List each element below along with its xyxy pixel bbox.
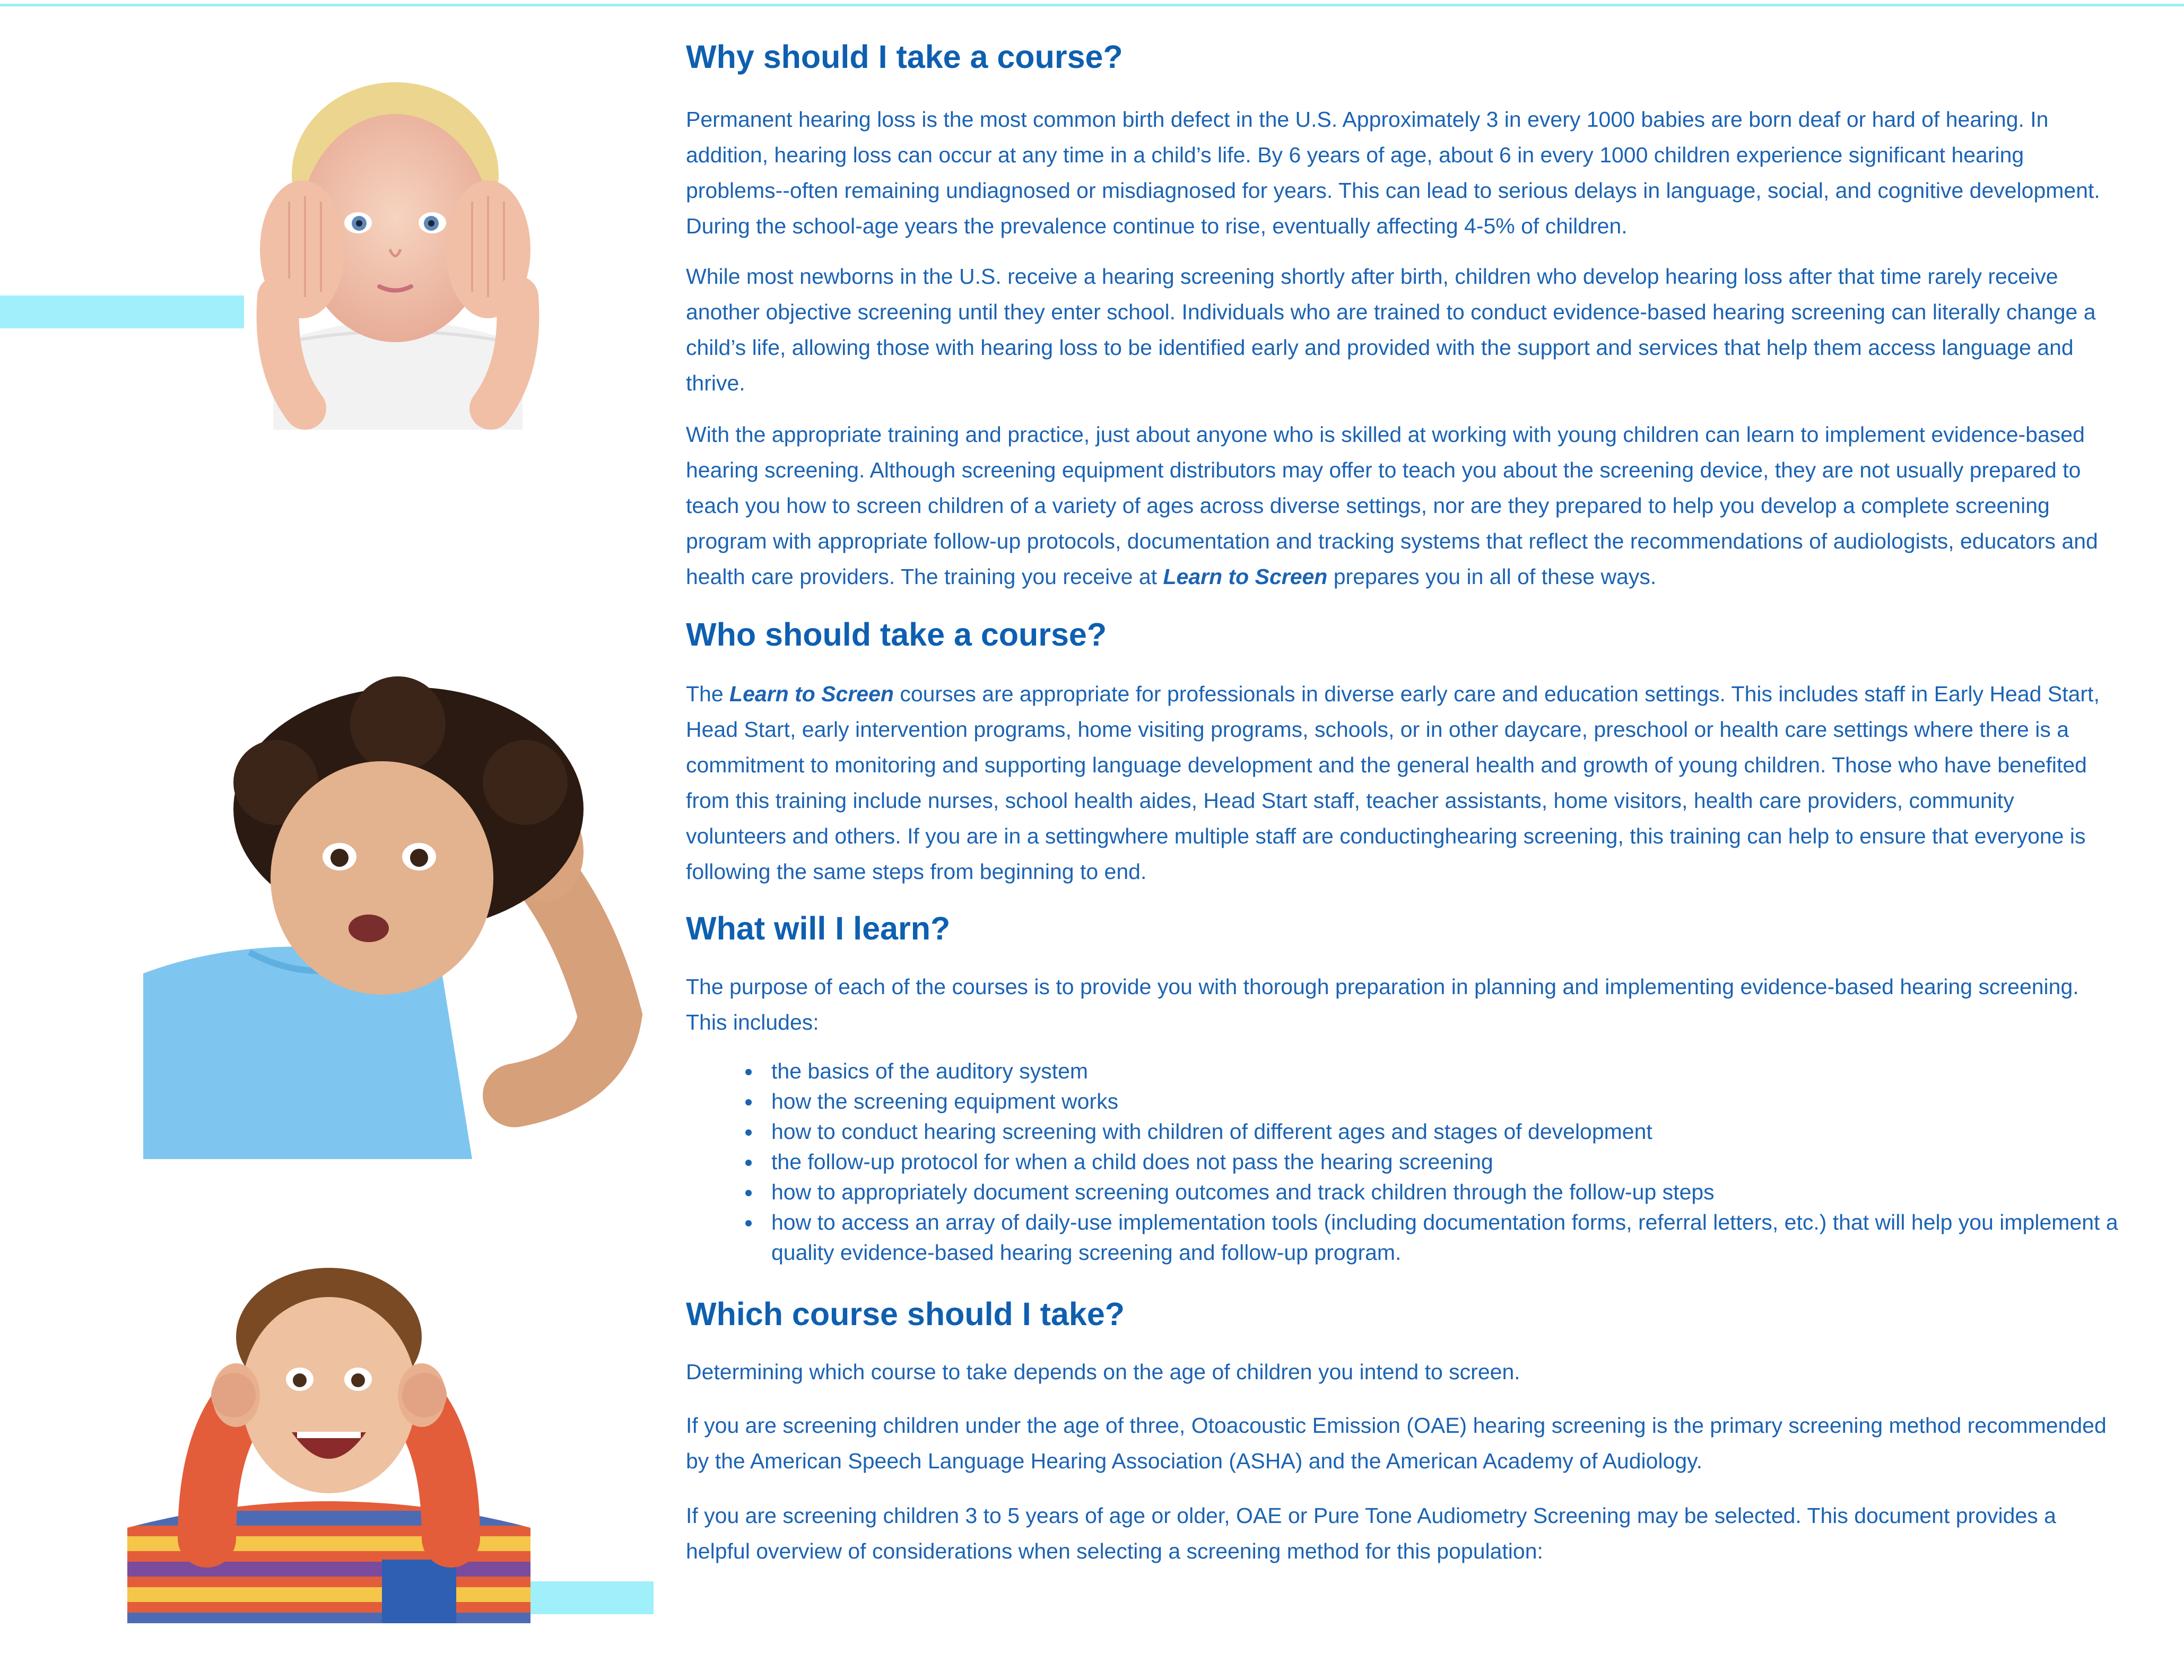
paragraph-what-intro: The purpose of each of the courses is to provide you with thorough preparation in planning and implementing evidence-based hearing screening. This includes: [686,974,2079,1035]
paragraph-who: The Learn to Screen courses are appropriate for professionals in diverse early care and education settings. This includes staff in Early Head Start, Head Start, early intervention programs, home visiting programs, schools, or in other daycare, preschool or health care settings where there is a commitment to monitoring and supporting language development and the general health and growth of young children. Those who have benefited from this training include nurses, school health aides, Head Start staff, teacher assistants, home visitors, health care providers, community volunteers and others. If you are in a settingwhere multiple staff are conductinghearing screening, this training can help to ensure that everyone is following the same steps from beginning to end. [686,682,2100,884]
heading-why-take-course: Why should I take a course? [686,39,1123,75]
learning-list [686,1056,2118,1268]
list-item: • how to conduct hearing screening with children of different ages and stages of development [762,1117,2118,1147]
paragraph-which-2: If you are screening children under the age of three, Otoacoustic Emission (OAE) hearing screening is the primary screening method recommended by the American Speech Language Hearing Association (ASHA) and the American Academy of Audiology. [686,1413,2107,1473]
list-item: • how the screening equipment works [762,1086,2118,1117]
paragraph-which-3: If you are screening children 3 to 5 years of age or older, OAE or Pure Tone Audiometry Screening may be selected. This document provides a helpful overview of considerations when selecting a screening method for this population: [686,1503,2056,1563]
brand-name: Learn to Screen [1163,564,1328,589]
paragraph-which-1: Determining which course to take depends on the age of children you intend to screen. [686,1359,1520,1384]
brand-name: Learn to Screen [729,682,894,707]
list-item: • the follow-up protocol for when a child does not pass the hearing screening [762,1147,2118,1177]
list-item: • how to access an array of daily-use implementation tools (including documentation forms, referral letters, etc.) that will help you implement a quality evidence-based hearing screening and follow-up program. [762,1207,2118,1268]
paragraph-why-3: With the appropriate training and practice, just about anyone who is skilled at working with young children can learn to implement evidence-based hearing screening. Although screening equipment distributors may offer to teach you about the screening device, they are not usually prepared to teach you how to screen children of a variety of ages across diverse settings, nor are they prepared to help you develop a complete screening program with appropriate follow-up protocols, documentation and tracking systems that reflect the recommendations of audiologists, educators and health care providers. The training you receive at Learn to Screen prepares you in all of these ways. [686,422,2098,589]
photo-boy-pulling-ears [127,1263,530,1623]
heading-who-should-take: Who should take a course? [686,616,1107,653]
photo-child-listening [143,676,668,1159]
list-item: • the basics of the auditory system [762,1056,2118,1086]
heading-what-will-i-learn: What will I learn? [686,910,951,947]
top-rule [0,4,2184,6]
heading-which-course: Which course should I take? [686,1296,1125,1333]
paragraph-why-2: While most newborns in the U.S. receive a hearing screening shortly after birth, children who develop hearing loss after that time rarely receive another objective screening until they enter school. Individuals who are trained to conduct evidence-based hearing screening can literally change a child’s life, allowing those with hearing loss to be identified early and provided with the support and services that help them access language and thrive. [686,264,2096,396]
photo-baby-covering-ears [183,69,615,430]
paragraph-why-1: Permanent hearing loss is the most common birth defect in the U.S. Approximately 3 in every 1000 babies are born deaf or hard of hearing. In addition, hearing loss can occur at any time in a child’s life. By 6 years of age, about 6 in every 1000 children experience significant hearing problems--often remaining undiagnosed or misdiagnosed for years. This can lead to serious delays in language, social, and cognitive development. During the school-age years the prevalence continue to rise, eventually affecting 4-5% of children. [686,107,2100,239]
main-content [686,32,2118,1569]
list-item: • how to appropriately document screening outcomes and track children through the follow-up steps [762,1177,2118,1207]
